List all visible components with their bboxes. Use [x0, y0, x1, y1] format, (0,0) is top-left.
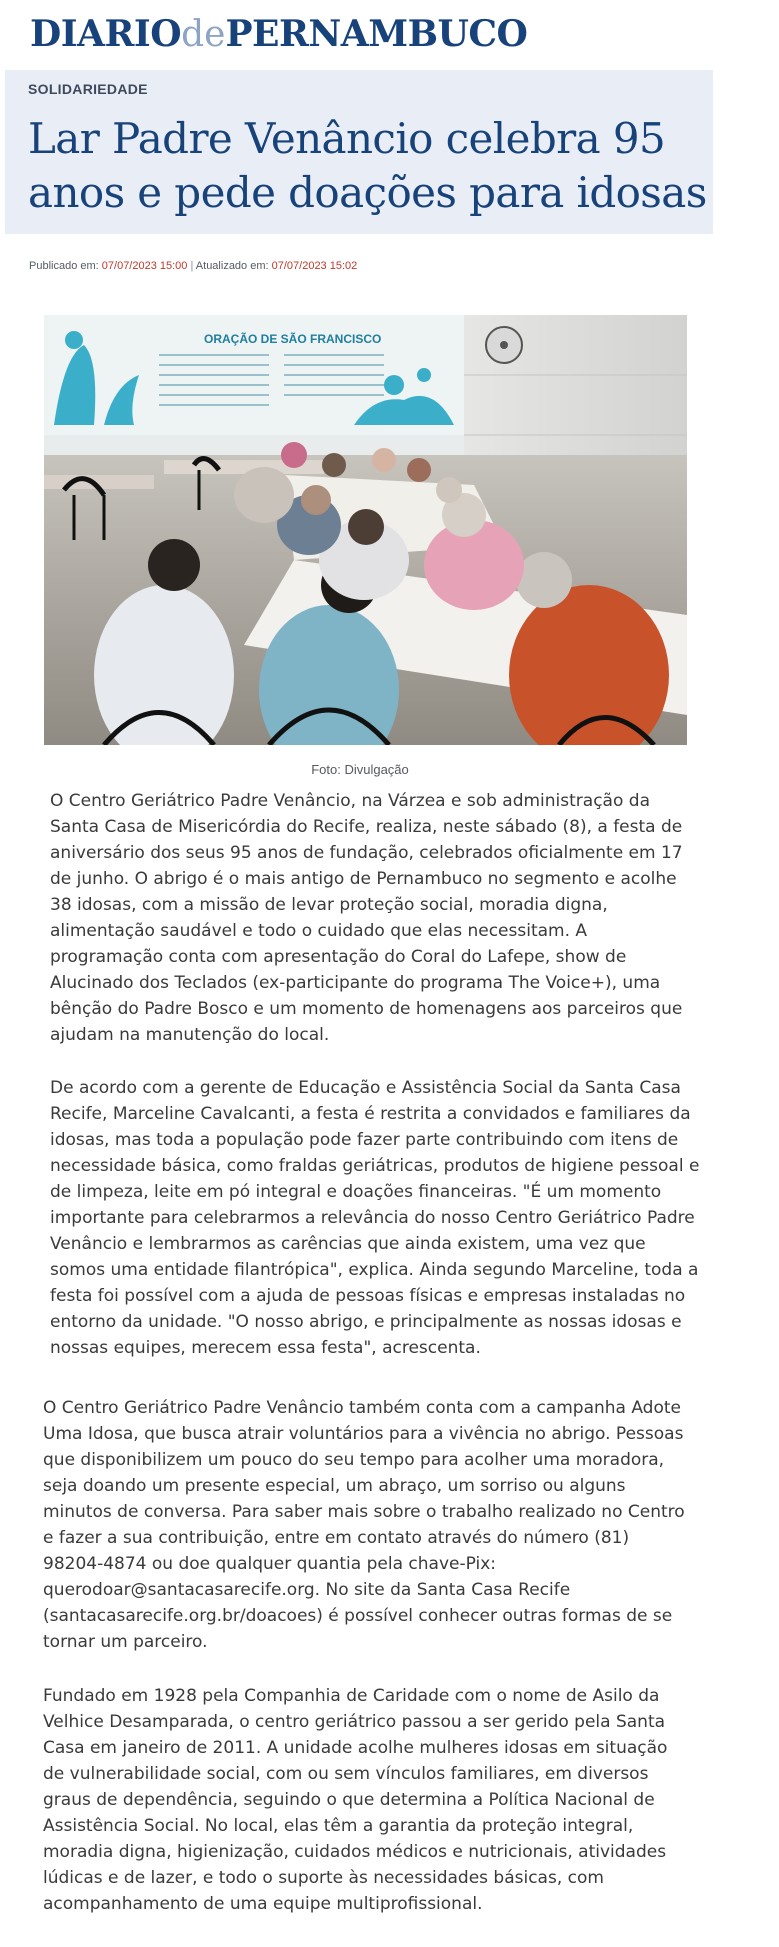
logo-end: PERNAMBUCO — [225, 13, 528, 55]
article-dates — [29, 260, 357, 272]
photo-caption: Foto: Divulgação — [311, 762, 409, 777]
article-paragraph: Fundado em 1928 pela Companhia de Caridade com o nome de Asilo da Velhice Desamparada, o centro geriátrico passou a ser gerido pela Santa Casa em janeiro de 2011. A unidade acolhe mulheres idosas em situação de vulnerabilidade social, com ou sem vínculos familiares, em diversos graus de dependência, seguindo o que determina a Política Nacional de Assistência Social. No local, elas têm a garantia da proteção integral, moradia digna, higienização, cuidados médicos e nutricionais, atividades lúdicas e de lazer, e todo o suporte às necessidades básicas, com acompanhamento de uma equipe multiprofissional. — [43, 1686, 668, 1914]
article-paragraph: De acordo com a gerente de Educação e Assistência Social da Santa Casa Recife, Marceline Cavalcanti, a festa é restrita a convidados e familiares da idosas, mas toda a população pode fazer parte contribuindo com itens de necessidade básica, como fraldas geriátricas, produtos de higiene pessoal e de limpeza, leite em pó integral e doações financeiras. "É um momento importante para celebrarmos a relevância do nosso Centro Geriátrico Padre Venâncio e lembrarmos as carências que ainda existem, uma vez que somos uma entidade filantrópica", explica. Ainda segundo Marceline, toda a festa foi possível com a ajuda de pessoas físicas e empresas instaladas no entorno da unidade. "O nosso abrigo, e principalmente as nossas idosas e nossas equipes, merecem essa festa", acrescenta. — [50, 1078, 700, 1358]
article-title: Lar Padre Venâncio celebra 95 anos e pede doações para idosas — [28, 114, 707, 217]
article-photo — [44, 315, 687, 745]
logo-connector: de — [181, 14, 226, 55]
mural-title: ORAÇÃO DE SÃO FRANCISCO — [204, 332, 382, 346]
photo-illustration — [44, 315, 687, 745]
article-category[interactable]: SOLIDARIEDADE — [28, 81, 148, 97]
updated-label: Atualizado em: — [195, 260, 269, 272]
article-paragraph: O Centro Geriátrico Padre Venâncio, na Várzea e sob administração da Santa Casa de Misericórdia do Recife, realiza, neste sábado (8), a festa de aniversário dos seus 95 anos de fundação, celebrados oficialmente em 17 de junho. O abrigo é o mais antigo de Pernambuco no segmento e acolhe 38 idosas, com a missão de levar proteção social, moradia digna, alimentação saudável e todo o cuidado que elas necessitam. A programação conta com apresentação do Coral do Lafepe, show de Alucinado dos Teclados (ex-participante do programa The Voice+), uma bênção do Padre Bosco e um momento de homenagens aos parceiros que ajudam na manutenção do local. — [50, 791, 683, 1045]
site-logo[interactable] — [30, 10, 527, 59]
article-header — [5, 70, 713, 234]
published-label: Publicado em: — [29, 260, 99, 272]
updated-date: 07/07/2023 15:02 — [271, 260, 358, 272]
published-date: 07/07/2023 15:00 — [101, 260, 188, 272]
date-separator: | — [190, 260, 194, 272]
article-paragraph: O Centro Geriátrico Padre Venâncio também conta com a campanha Adote Uma Idosa, que busca atrair voluntários para a vivência no abrigo. Pessoas que disponibilizem um pouco do seu tempo para acolher uma moradora, seja doando um presente especial, um abraço, um sorriso ou alguns minutos de conversa. Para saber mais sobre o trabalho realizado no Centro e fazer a sua contribuição, entre em contato através do número (81) 98204-4874 ou doe qualquer quantia pela chave-Pix: querodoar@santacasarecife.org. No site da Santa Casa Recife (santacasarecife.org.br/doacoes) é possível conhecer outras formas de se tornar um parceiro. — [43, 1398, 685, 1652]
logo-main: DIARIO — [30, 13, 182, 55]
